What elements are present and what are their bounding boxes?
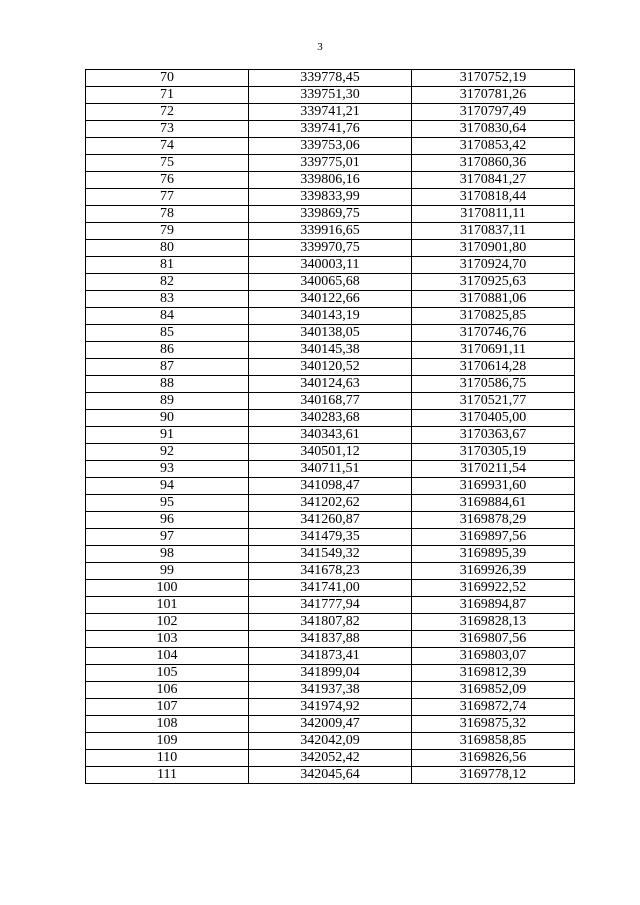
point-number-cell: 89 <box>86 393 249 410</box>
page-number: 3 <box>317 41 323 53</box>
y-coordinate-cell: 3170305,19 <box>412 444 575 461</box>
point-number-cell: 78 <box>86 206 249 223</box>
x-coordinate-cell: 341807,82 <box>249 614 412 631</box>
point-number-cell: 92 <box>86 444 249 461</box>
x-coordinate-cell: 339741,21 <box>249 104 412 121</box>
table-row <box>86 393 575 410</box>
table-row <box>86 767 575 784</box>
x-coordinate-cell: 341479,35 <box>249 529 412 546</box>
x-coordinate-cell: 341777,94 <box>249 597 412 614</box>
x-coordinate-cell: 341837,88 <box>249 631 412 648</box>
point-number-cell: 106 <box>86 682 249 699</box>
y-coordinate-cell: 3170881,06 <box>412 291 575 308</box>
table-row <box>86 563 575 580</box>
x-coordinate-cell: 340283,68 <box>249 410 412 427</box>
x-coordinate-cell: 341549,32 <box>249 546 412 563</box>
x-coordinate-cell: 342052,42 <box>249 750 412 767</box>
y-coordinate-cell: 3170211,54 <box>412 461 575 478</box>
point-number-cell: 105 <box>86 665 249 682</box>
y-coordinate-cell: 3170830,64 <box>412 121 575 138</box>
point-number-cell: 71 <box>86 87 249 104</box>
point-number-cell: 101 <box>86 597 249 614</box>
x-coordinate-cell: 340168,77 <box>249 393 412 410</box>
point-number-cell: 84 <box>86 308 249 325</box>
table-row <box>86 359 575 376</box>
table-row <box>86 206 575 223</box>
coordinates-table-body <box>86 70 575 784</box>
point-number-cell: 90 <box>86 410 249 427</box>
y-coordinate-cell: 3169931,60 <box>412 478 575 495</box>
point-number-cell: 98 <box>86 546 249 563</box>
point-number-cell: 108 <box>86 716 249 733</box>
x-coordinate-cell: 341974,92 <box>249 699 412 716</box>
point-number-cell: 95 <box>86 495 249 512</box>
point-number-cell: 74 <box>86 138 249 155</box>
table-row <box>86 648 575 665</box>
table-row <box>86 699 575 716</box>
point-number-cell: 103 <box>86 631 249 648</box>
point-number-cell: 93 <box>86 461 249 478</box>
x-coordinate-cell: 339916,65 <box>249 223 412 240</box>
point-number-cell: 73 <box>86 121 249 138</box>
y-coordinate-cell: 3169828,13 <box>412 614 575 631</box>
x-coordinate-cell: 340138,05 <box>249 325 412 342</box>
y-coordinate-cell: 3169878,29 <box>412 512 575 529</box>
y-coordinate-cell: 3170586,75 <box>412 376 575 393</box>
x-coordinate-cell: 342042,09 <box>249 733 412 750</box>
y-coordinate-cell: 3169807,56 <box>412 631 575 648</box>
point-number-cell: 107 <box>86 699 249 716</box>
x-coordinate-cell: 339741,76 <box>249 121 412 138</box>
table-row <box>86 716 575 733</box>
table-row <box>86 597 575 614</box>
table-row <box>86 682 575 699</box>
y-coordinate-cell: 3169778,12 <box>412 767 575 784</box>
y-coordinate-cell: 3170924,70 <box>412 257 575 274</box>
y-coordinate-cell: 3169926,39 <box>412 563 575 580</box>
x-coordinate-cell: 341202,62 <box>249 495 412 512</box>
x-coordinate-cell: 340124,63 <box>249 376 412 393</box>
x-coordinate-cell: 340122,66 <box>249 291 412 308</box>
table-row <box>86 121 575 138</box>
x-coordinate-cell: 339751,30 <box>249 87 412 104</box>
x-coordinate-cell: 340143,19 <box>249 308 412 325</box>
y-coordinate-cell: 3169897,56 <box>412 529 575 546</box>
x-coordinate-cell: 341260,87 <box>249 512 412 529</box>
x-coordinate-cell: 341899,04 <box>249 665 412 682</box>
x-coordinate-cell: 340003,11 <box>249 257 412 274</box>
table-row <box>86 189 575 206</box>
x-coordinate-cell: 340501,12 <box>249 444 412 461</box>
point-number-cell: 91 <box>86 427 249 444</box>
table-row <box>86 172 575 189</box>
y-coordinate-cell: 3170901,80 <box>412 240 575 257</box>
x-coordinate-cell: 341098,47 <box>249 478 412 495</box>
point-number-cell: 80 <box>86 240 249 257</box>
point-number-cell: 85 <box>86 325 249 342</box>
point-number-cell: 83 <box>86 291 249 308</box>
x-coordinate-cell: 339833,99 <box>249 189 412 206</box>
point-number-cell: 111 <box>86 767 249 784</box>
x-coordinate-cell: 342045,64 <box>249 767 412 784</box>
point-number-cell: 72 <box>86 104 249 121</box>
table-row <box>86 478 575 495</box>
y-coordinate-cell: 3170363,67 <box>412 427 575 444</box>
y-coordinate-cell: 3169872,74 <box>412 699 575 716</box>
x-coordinate-cell: 340065,68 <box>249 274 412 291</box>
y-coordinate-cell: 3169826,56 <box>412 750 575 767</box>
x-coordinate-cell: 339775,01 <box>249 155 412 172</box>
table-row <box>86 495 575 512</box>
x-coordinate-cell: 339778,45 <box>249 70 412 87</box>
table-row <box>86 410 575 427</box>
point-number-cell: 99 <box>86 563 249 580</box>
y-coordinate-cell: 3169875,32 <box>412 716 575 733</box>
table-row <box>86 274 575 291</box>
table-row <box>86 223 575 240</box>
y-coordinate-cell: 3169884,61 <box>412 495 575 512</box>
table-row <box>86 546 575 563</box>
x-coordinate-cell: 341873,41 <box>249 648 412 665</box>
table-row <box>86 87 575 104</box>
y-coordinate-cell: 3170691,11 <box>412 342 575 359</box>
point-number-cell: 76 <box>86 172 249 189</box>
point-number-cell: 104 <box>86 648 249 665</box>
table-row <box>86 427 575 444</box>
x-coordinate-cell: 341937,38 <box>249 682 412 699</box>
x-coordinate-cell: 342009,47 <box>249 716 412 733</box>
x-coordinate-cell: 341678,23 <box>249 563 412 580</box>
table-row <box>86 325 575 342</box>
y-coordinate-cell: 3169894,87 <box>412 597 575 614</box>
table-row <box>86 291 575 308</box>
point-number-cell: 86 <box>86 342 249 359</box>
point-number-cell: 102 <box>86 614 249 631</box>
y-coordinate-cell: 3169895,39 <box>412 546 575 563</box>
y-coordinate-cell: 3169803,07 <box>412 648 575 665</box>
table-row <box>86 631 575 648</box>
x-coordinate-cell: 339753,06 <box>249 138 412 155</box>
y-coordinate-cell: 3169812,39 <box>412 665 575 682</box>
y-coordinate-cell: 3170781,26 <box>412 87 575 104</box>
point-number-cell: 109 <box>86 733 249 750</box>
table-row <box>86 342 575 359</box>
y-coordinate-cell: 3170853,42 <box>412 138 575 155</box>
y-coordinate-cell: 3170746,76 <box>412 325 575 342</box>
y-coordinate-cell: 3170837,11 <box>412 223 575 240</box>
y-coordinate-cell: 3170521,77 <box>412 393 575 410</box>
table-row <box>86 614 575 631</box>
table-row <box>86 665 575 682</box>
x-coordinate-cell: 340711,51 <box>249 461 412 478</box>
point-number-cell: 77 <box>86 189 249 206</box>
coordinates-table <box>85 69 575 784</box>
x-coordinate-cell: 340343,61 <box>249 427 412 444</box>
table-row <box>86 240 575 257</box>
y-coordinate-cell: 3169858,85 <box>412 733 575 750</box>
y-coordinate-cell: 3170818,44 <box>412 189 575 206</box>
table-row <box>86 461 575 478</box>
table-row <box>86 529 575 546</box>
y-coordinate-cell: 3170405,00 <box>412 410 575 427</box>
table-row <box>86 733 575 750</box>
point-number-cell: 81 <box>86 257 249 274</box>
x-coordinate-cell: 340145,38 <box>249 342 412 359</box>
point-number-cell: 79 <box>86 223 249 240</box>
point-number-cell: 88 <box>86 376 249 393</box>
table-row <box>86 580 575 597</box>
y-coordinate-cell: 3170614,28 <box>412 359 575 376</box>
table-row <box>86 257 575 274</box>
point-number-cell: 70 <box>86 70 249 87</box>
x-coordinate-cell: 339806,16 <box>249 172 412 189</box>
point-number-cell: 97 <box>86 529 249 546</box>
y-coordinate-cell: 3169922,52 <box>412 580 575 597</box>
point-number-cell: 100 <box>86 580 249 597</box>
table-row <box>86 750 575 767</box>
y-coordinate-cell: 3170825,85 <box>412 308 575 325</box>
y-coordinate-cell: 3170797,49 <box>412 104 575 121</box>
point-number-cell: 94 <box>86 478 249 495</box>
table-row <box>86 376 575 393</box>
y-coordinate-cell: 3169852,09 <box>412 682 575 699</box>
point-number-cell: 110 <box>86 750 249 767</box>
table-row <box>86 70 575 87</box>
table-row <box>86 155 575 172</box>
point-number-cell: 96 <box>86 512 249 529</box>
table-row <box>86 308 575 325</box>
table-row <box>86 138 575 155</box>
point-number-cell: 75 <box>86 155 249 172</box>
point-number-cell: 87 <box>86 359 249 376</box>
x-coordinate-cell: 341741,00 <box>249 580 412 597</box>
table-row <box>86 104 575 121</box>
y-coordinate-cell: 3170841,27 <box>412 172 575 189</box>
y-coordinate-cell: 3170925,63 <box>412 274 575 291</box>
x-coordinate-cell: 340120,52 <box>249 359 412 376</box>
table-row <box>86 512 575 529</box>
y-coordinate-cell: 3170860,36 <box>412 155 575 172</box>
y-coordinate-cell: 3170752,19 <box>412 70 575 87</box>
point-number-cell: 82 <box>86 274 249 291</box>
x-coordinate-cell: 339869,75 <box>249 206 412 223</box>
table-row <box>86 444 575 461</box>
y-coordinate-cell: 3170811,11 <box>412 206 575 223</box>
x-coordinate-cell: 339970,75 <box>249 240 412 257</box>
